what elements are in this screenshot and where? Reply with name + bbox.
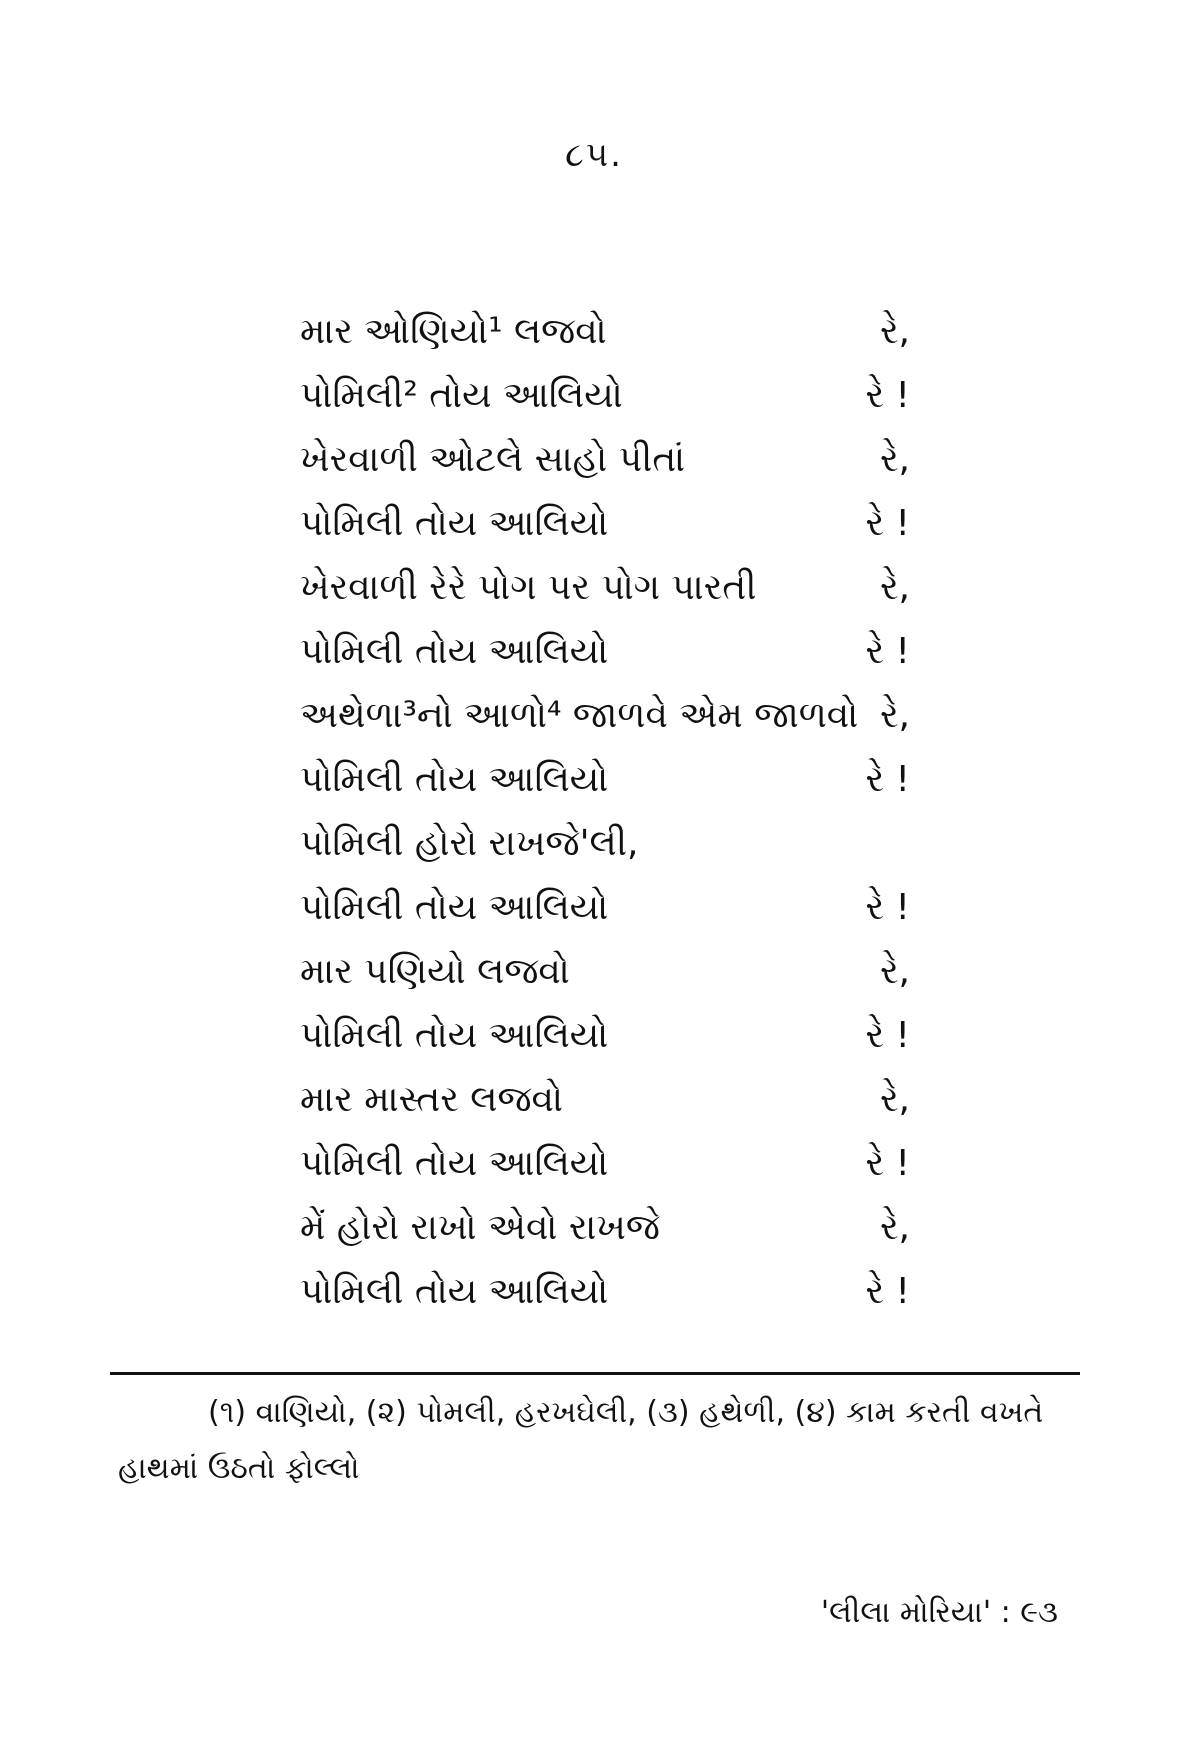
poem-line-end: રે ! bbox=[865, 1271, 910, 1312]
poem-line-text: પોમિલી² તોય આલિયો bbox=[300, 375, 623, 416]
poem-line-end: રે ! bbox=[865, 1143, 910, 1184]
poem-line-text: પોમિલી તોય આલિયો bbox=[300, 1271, 609, 1312]
poem-line bbox=[300, 1132, 920, 1196]
poem-line-end: રે ! bbox=[865, 1015, 910, 1056]
poem-line bbox=[300, 748, 920, 812]
poem-line-text: ખેરવાળી રેરે પોગ પર પોગ પારતી bbox=[300, 567, 757, 608]
poem-line-text: મેં હોરો રાખો એવો રાખજે bbox=[300, 1207, 660, 1248]
poem-line-end: રે ! bbox=[865, 375, 910, 416]
poem-line bbox=[300, 1004, 920, 1068]
poem-line bbox=[300, 300, 920, 364]
poem-line bbox=[300, 1068, 920, 1132]
poem-line-end: રે, bbox=[879, 951, 910, 992]
poem-line bbox=[300, 620, 920, 684]
poem-line-end: રે, bbox=[879, 1207, 910, 1248]
poem-line-text: ખેરવાળી ઓટલે સાહો પીતાં bbox=[300, 439, 686, 480]
poem-line bbox=[300, 1196, 920, 1260]
footnote-divider bbox=[110, 1372, 1080, 1375]
poem-line-text: માર માસ્તર લજવો bbox=[300, 1079, 563, 1120]
poem-line bbox=[300, 876, 920, 940]
poem-line-text: પોમિલી તોય આલિયો bbox=[300, 1143, 609, 1184]
poem-line bbox=[300, 684, 920, 748]
poem-line-end: રે ! bbox=[865, 631, 910, 672]
poem-line bbox=[300, 940, 920, 1004]
poem-line-end: રે, bbox=[879, 1079, 910, 1120]
page-number: ૮૫. bbox=[565, 135, 623, 175]
page-footer: 'લીલા મોરિયા' : ૯૩ bbox=[820, 1595, 1058, 1630]
footnote: (૧) વાણિયો, (૨) પોમલી, હરખઘેલી, (૩) હથેળી, (૪) કામ કરતી વખતે હાથમાં ઉઠતો ફોલ્લો bbox=[118, 1395, 1044, 1486]
poem-line bbox=[300, 556, 920, 620]
poem-line-text: પોમિલી તોય આલિયો bbox=[300, 759, 609, 800]
poem-line-text: માર પણિયો લજવો bbox=[300, 951, 570, 992]
poem-line-end: રે, bbox=[879, 567, 910, 608]
poem-line-text: પોમિલી તોય આલિયો bbox=[300, 887, 609, 928]
poem-line bbox=[300, 1260, 920, 1324]
poem-line bbox=[300, 812, 920, 876]
poem-line-text: પોમિલી તોય આલિયો bbox=[300, 503, 609, 544]
poem-line-text: પોમિલી હોરો રાખજે'લી, bbox=[300, 823, 639, 864]
poem-line-end: રે ! bbox=[865, 759, 910, 800]
poem-line-end: રે, bbox=[879, 311, 910, 352]
poem-line-text: પોમિલી તોય આલિયો bbox=[300, 631, 609, 672]
poem-line bbox=[300, 428, 920, 492]
poem bbox=[300, 300, 920, 1324]
poem-line-end: રે, bbox=[879, 695, 910, 736]
poem-line-end: રે, bbox=[879, 439, 910, 480]
poem-line-text: અથેળા³નો આળો⁴ જાળવે એમ જાળવો bbox=[300, 695, 859, 736]
poem-line-end: રે ! bbox=[865, 503, 910, 544]
poem-line bbox=[300, 492, 920, 556]
poem-line-end: રે ! bbox=[865, 887, 910, 928]
poem-line-text: માર ઓણિયો¹ લજવો bbox=[300, 311, 607, 352]
poem-line bbox=[300, 364, 920, 428]
poem-line-text: પોમિલી તોય આલિયો bbox=[300, 1015, 609, 1056]
